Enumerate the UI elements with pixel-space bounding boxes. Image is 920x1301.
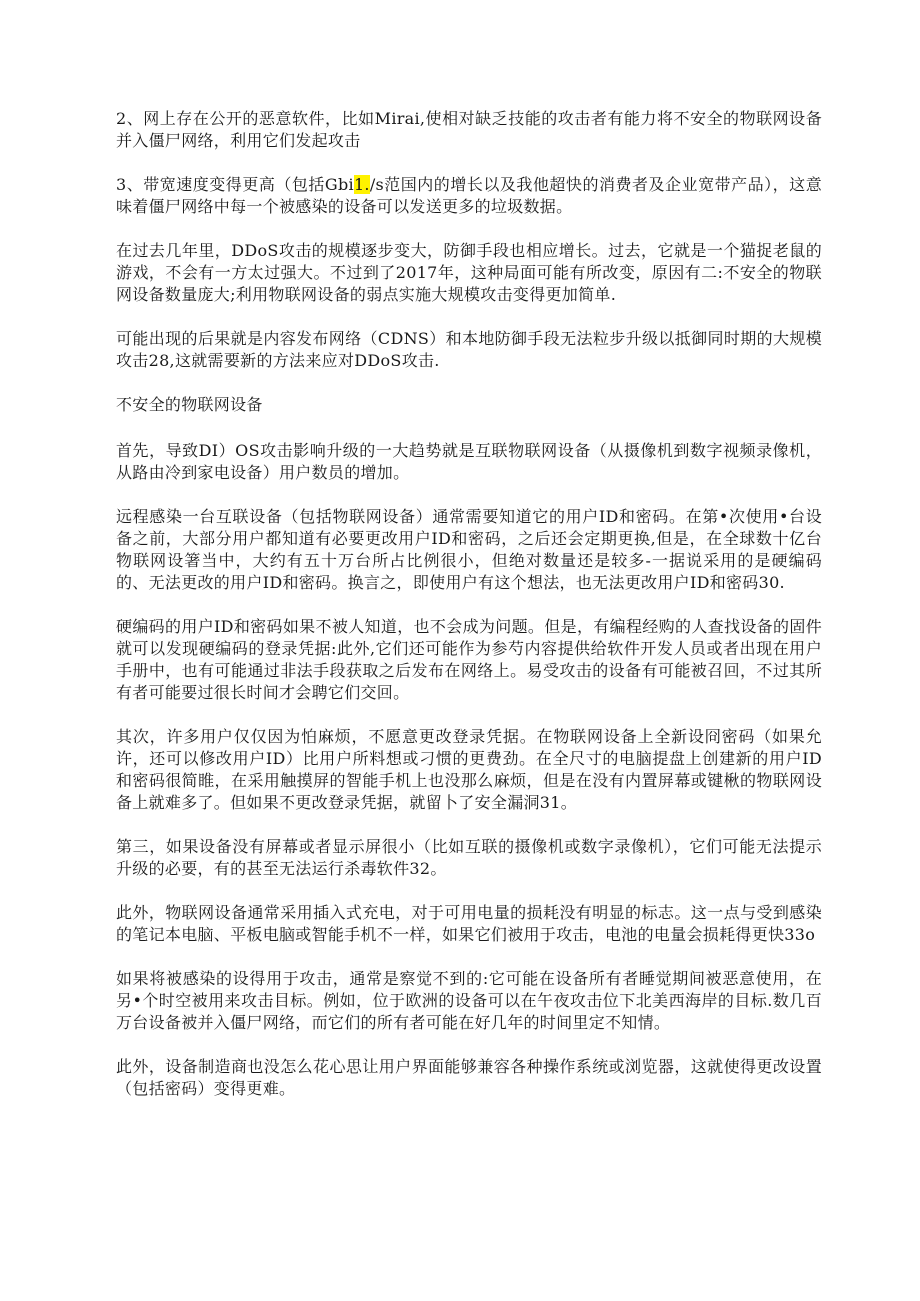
paragraph-undetected-attacks: 如果将被感染的设得用于攻击，通常是察觉不到的:它可能在设备所有者睡觉期间被恶意使用，在另•个时空被用来攻击目标。例如，位于欧洲的设备可以在午夜攻击位下北美西海岸的目标.数几百万台设备被并入僵尸网络，而它们的所有者可能在好几年的时间里定不知情。 [116,969,822,1032]
paragraph-first-trend: 首先，导致DI）OS攻击影响升级的一大趋势就是互联物联网设备（从摄像机到数字视频录像机，从路由冷到家电设备）用户数员的增加。 [116,441,822,482]
paragraph-bandwidth-point [116,174,822,218]
section-heading-insecure-iot: 不安全的物联网设备 [116,395,263,414]
paragraph-ddos-scale: 在过去几年里，DDoS攻击的规模逐步变大，防御手段也相应增长。过去，它就是一个猫捉老鼠的游戏，不会有一方太过强大。不过到了2017年，这种局面可能有所改变，原因有二:不安全的物联网设备数量庞大;利用物联网设备的弱点实施大规模攻击变得更加简单. [116,241,822,304]
paragraph-hardcoded-credentials: 硬编码的用户ID和密码如果不被人知道，也不会成为问题。但是，有编程经购的人查找设备的固件就可以发现硬编码的登录凭据:此外,它们还可能作为参芍内容提供给软件开发人员或者出现在用户手册中，也有可能通过非法手段获取之后发布在网络上。易受攻击的设备有可能被召回，不过其所有者可能要过很长时间才会聘它们交回。 [116,617,822,702]
paragraph-bandwidth-text-before: 3、带宽速度变得更高（包括Gbi [116,175,354,194]
paragraph-malware-point: 2、网上存在公开的恶意软件，比如Mirai,使相对缺乏技能的攻击者有能力将不安全的物联网设备并入僵尸网络，利用它们发起攻击 [116,109,822,150]
paragraph-power-consumption: 此外，物联网设备通常采用插入式充电，对于可用电量的损耗没有明显的标志。这一点与受到感染的笔记本电脑、平板电脑或智能手机不一样，如果它们被用于攻击，电池的电量会损耗得更快33o [116,903,822,944]
paragraph-bandwidth-text-after: /s范国内的增长以及我他超快的消费者及企业宽带产品），这意味着僵尸网络中每一个被感染的设备可以发送更多的垃圾数据。 [116,175,822,216]
paragraph-remote-infection: 远程感染一台互联设备（包括物联网设备）通常需要知道它的用户ID和密码。在第•次使用•台设备之前，大部分用户都知道有必要更改用户ID和密码，之后还会定期更换,但是，在全球数十亿台物联网设箸当中，大约有五十万台所占比例很小，但绝对数量还是较多-一据说采用的是硬编码的、无法更改的用户ID和密码。换言之，即使用户有这个想法，也无法更改用户ID和密码30. [116,507,822,592]
paragraph-cdn-consequence: 可能出现的后果就是内容发布网络（CDNS）和本地防御手段无法粒步升级以抵御同时期的大规模攻击28,这就需要新的方法来应对DDoS攻击. [116,329,822,370]
paragraph-second-reason: 其次，许多用户仅仅因为怕麻烦，不愿意更改登录凭据。在物联网设备上全新设冏密码（如果允许，还可以修改用户ID）比用户所料想或刁惯的更费劲。在全尺寸的电脑提盘上创建新的用户ID和密码很简睢，在采用触摸屏的智能手机上也没那么麻烦，但是在没有内置屏幕或键楸的物联网设备上就难多了。但如果不更改登录凭据，就留卜了安全漏洞31。 [116,727,822,812]
paragraph-manufacturer-ui: 此外，设备制造商也没怎么花心思让用户界面能够兼容各种操作系统或浏览器，这就使得更改设置（包括密码）变得更难。 [116,1057,822,1098]
highlighted-text: 1. [353,175,370,194]
document-page [116,108,822,1122]
paragraph-third-reason: 第三，如果设备没有屏幕或者显示屏很小（比如互联的摄像机或数字录像机），它们可能无法提示升级的必要，有的甚至无法运行杀毒软件32。 [116,837,822,878]
